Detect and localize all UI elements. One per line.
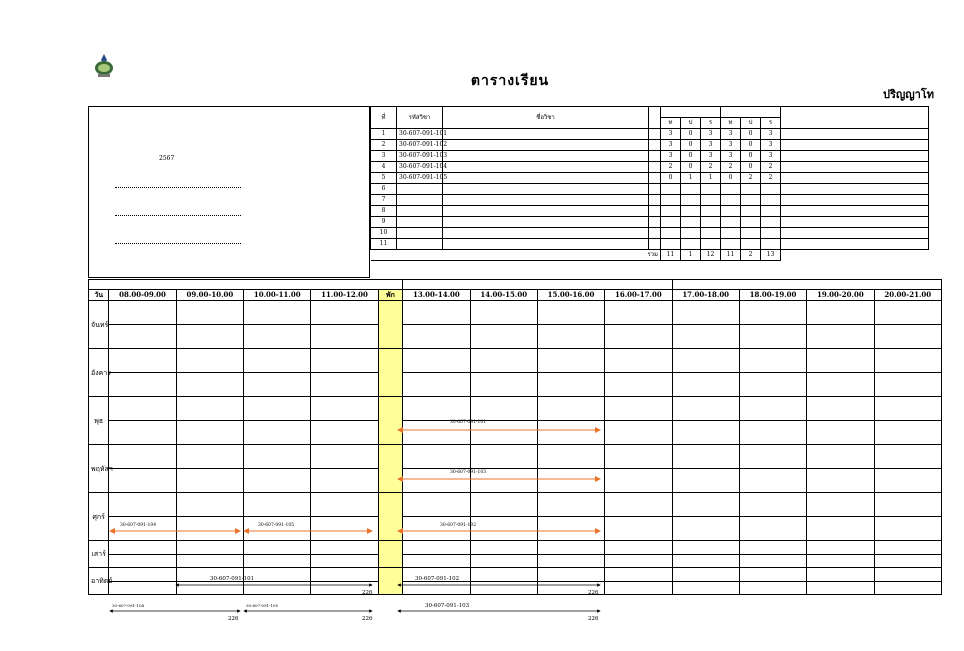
- sun-room-2: 226: [362, 616, 373, 622]
- course-no: 8: [371, 206, 397, 217]
- course-no: 2: [371, 140, 397, 151]
- course-no: 6: [371, 184, 397, 195]
- fri-entry-3: 30-607-091-102: [440, 523, 477, 528]
- course-th: 3: [661, 140, 681, 151]
- col-hour-th: ท: [721, 118, 741, 129]
- course-r: 2: [701, 162, 721, 173]
- course-h-p: 0: [741, 162, 761, 173]
- course-th: 2: [661, 162, 681, 173]
- col-code: รหัสวิชา: [397, 107, 443, 129]
- course-h-th: 3: [721, 140, 741, 151]
- sun-entry-2: 30-607-091-105: [246, 603, 279, 608]
- course-p: 0: [681, 129, 701, 140]
- time-slot-header: 18.00-19.00: [739, 290, 806, 301]
- course-h-p: 2: [741, 173, 761, 184]
- course-p: 1: [681, 173, 701, 184]
- time-slot-header: 20.00-21.00: [874, 290, 941, 301]
- time-slot-header: 13.00-14.00: [403, 290, 470, 301]
- course-no: 11: [371, 239, 397, 250]
- course-p: 0: [681, 140, 701, 151]
- page-title: ตารางเรียน: [470, 73, 550, 89]
- course-code: 30-607-091-104: [397, 162, 443, 173]
- course-no: 10: [371, 228, 397, 239]
- course-no: 1: [371, 129, 397, 140]
- col-hour-r: ร: [761, 118, 781, 129]
- course-h-th: 2: [721, 162, 741, 173]
- course-h-p: 0: [741, 140, 761, 151]
- col-credit-p: ป: [681, 118, 701, 129]
- course-th: 0: [661, 173, 681, 184]
- course-h-r: 2: [761, 162, 781, 173]
- day-label: จันทร์: [89, 301, 109, 349]
- total-hour-p: 2: [741, 250, 761, 261]
- course-code: 30-607-091-102: [397, 140, 443, 151]
- thu-entry: 30-607-091-103: [450, 470, 487, 475]
- day-label: ศุกร์: [89, 493, 109, 541]
- time-slot-header: 08.00-09.00: [109, 290, 176, 301]
- degree-label: ปริญญาโท: [883, 88, 934, 101]
- course-h-r: 3: [761, 129, 781, 140]
- col-no: ที่: [371, 107, 397, 129]
- sat-room-1: 226: [362, 590, 373, 596]
- time-slot-header: 11.00-12.00: [311, 290, 378, 301]
- total-label: รวม: [371, 250, 661, 261]
- time-slot-header: 17.00-18.00: [672, 290, 739, 301]
- total-credit-th: 11: [661, 250, 681, 261]
- col-credit-th: ท: [661, 118, 681, 129]
- course-r: 3: [701, 140, 721, 151]
- course-r: 3: [701, 129, 721, 140]
- time-slot-header: 15.00-16.00: [537, 290, 604, 301]
- day-label: พฤหัสฯ: [89, 445, 109, 493]
- course-r: 1: [701, 173, 721, 184]
- course-code: 30-607-091-105: [397, 173, 443, 184]
- course-th: 3: [661, 129, 681, 140]
- total-hour-th: 11: [721, 250, 741, 261]
- course-h-th: 0: [721, 173, 741, 184]
- total-credit-r: 12: [701, 250, 721, 261]
- course-p: 0: [681, 151, 701, 162]
- course-h-p: 0: [741, 129, 761, 140]
- course-h-r: 3: [761, 151, 781, 162]
- col-hour-p: ป: [741, 118, 761, 129]
- course-h-th: 3: [721, 129, 741, 140]
- sat-entry-1: 30-607-091-101: [210, 576, 255, 582]
- day-label: อาทิตย์: [89, 568, 109, 595]
- course-th: 3: [661, 151, 681, 162]
- time-slot-header: 16.00-17.00: [605, 290, 672, 301]
- course-code: 30-607-091-103: [397, 151, 443, 162]
- year-text: 2567: [159, 155, 175, 162]
- lunch-header: พัก: [378, 290, 403, 301]
- course-r: 3: [701, 151, 721, 162]
- course-no: 7: [371, 195, 397, 206]
- time-slot-header: 14.00-15.00: [470, 290, 537, 301]
- course-no: 9: [371, 217, 397, 228]
- wed-entry: 30-607-091-101: [450, 420, 487, 425]
- col-name: ชื่อวิชา: [443, 107, 649, 129]
- sun-entry-3: 30-607-091-103: [425, 603, 470, 609]
- course-no: 3: [371, 151, 397, 162]
- course-h-p: 0: [741, 151, 761, 162]
- course-no: 4: [371, 162, 397, 173]
- course-h-th: 3: [721, 151, 741, 162]
- course-no: 5: [371, 173, 397, 184]
- col-credit-r: ร: [701, 118, 721, 129]
- course-code: 30-607-091-101: [397, 129, 443, 140]
- day-header: วัน: [89, 290, 109, 301]
- sat-entry-2: 30-607-091-102: [415, 576, 460, 582]
- course-h-r: 2: [761, 173, 781, 184]
- sun-entry-1: 30-607-091-104: [112, 603, 145, 608]
- day-label: อังคาร: [89, 349, 109, 397]
- time-slot-header: 10.00-11.00: [244, 290, 311, 301]
- fri-entry-1: 30-607-091-104: [120, 523, 157, 528]
- fri-entry-2: 30-607-091-105: [258, 523, 295, 528]
- day-label: เสาร์: [89, 541, 109, 568]
- time-slot-header: 09.00-10.00: [176, 290, 243, 301]
- total-hour-r: 13: [761, 250, 781, 261]
- sat-room-2: 226: [588, 590, 599, 596]
- sun-room-3: 226: [588, 616, 599, 622]
- total-credit-p: 1: [681, 250, 701, 261]
- time-slot-header: 19.00-20.00: [807, 290, 874, 301]
- course-h-r: 3: [761, 140, 781, 151]
- sun-room-1: 226: [228, 616, 239, 622]
- course-p: 0: [681, 162, 701, 173]
- day-label: พุธ: [89, 397, 109, 445]
